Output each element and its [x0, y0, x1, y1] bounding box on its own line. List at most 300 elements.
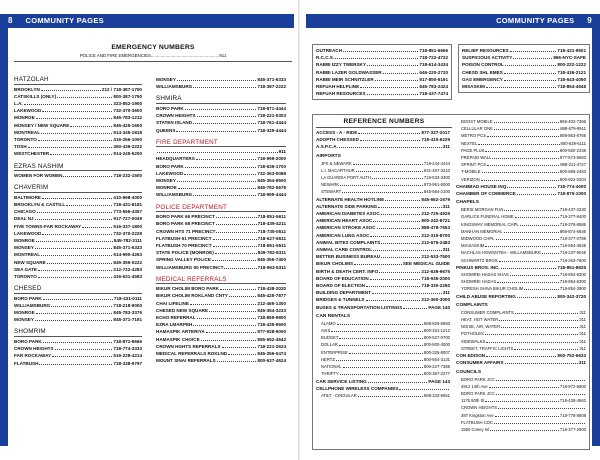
listing-phone: 800-922-0204 — [559, 176, 586, 182]
listing-row — [14, 244, 142, 251]
listing-label: MIDWOOD CHPL — [461, 236, 495, 242]
leader-dots — [70, 126, 112, 127]
listing-phone: 718-431-8181 — [113, 201, 142, 207]
listing-label: NEXTEL — [461, 140, 478, 146]
leader-dots — [340, 374, 423, 375]
listing-row — [462, 83, 586, 90]
listing-row — [14, 345, 142, 352]
listing-phone: 718-431-9501 — [557, 48, 586, 53]
listing-row — [316, 61, 448, 68]
listing-row — [316, 275, 450, 282]
listing-label: BROOKLYN — [14, 86, 40, 92]
listing-phone: 718-338-9797 — [113, 360, 142, 366]
sub-listing-row — [456, 404, 586, 411]
sub-listing-row — [316, 181, 450, 188]
sub-listing-row — [456, 271, 586, 278]
leader-dots — [504, 73, 557, 74]
leader-dots — [497, 282, 559, 283]
listing-row — [316, 129, 450, 136]
section-heading: SHOMRIM — [14, 328, 142, 337]
leader-dots — [490, 430, 559, 431]
listing-phone: 718-329-4444 — [257, 127, 286, 133]
listing-label: T-MOBILE — [461, 169, 481, 175]
leader-dots — [505, 363, 578, 364]
listing-label: 1175 50th St — [461, 398, 485, 404]
listing-label: SPRINT PCS — [461, 162, 487, 168]
listing-label: NEWARK — [321, 182, 340, 188]
leader-dots — [504, 210, 559, 211]
listing-phone: 866-874-6646 — [559, 228, 586, 234]
leader-dots — [42, 198, 112, 199]
listing-label: BERIS MORGAN FUN — [461, 207, 504, 213]
listing-phone: 311 — [579, 324, 586, 330]
listing-phone: 911 — [278, 149, 286, 155]
reference-box — [312, 114, 590, 450]
sub-listing-row — [456, 118, 586, 125]
sub-listing-row — [316, 341, 450, 348]
listing-label: CONSUMER AFFAIRS — [456, 360, 504, 366]
leader-dots — [507, 187, 556, 188]
listing-phone: 212-315-8700 — [421, 232, 450, 238]
listing-phone: 311 — [578, 360, 586, 366]
sub-listing-row — [456, 147, 586, 154]
listing-label: WILLIAMSBURG 90 PRECINCT — [156, 264, 224, 270]
listing-label: STATE POLICE (MONROE) — [156, 250, 214, 256]
listing-row — [316, 54, 448, 61]
leader-dots — [375, 80, 419, 81]
listing-row — [316, 239, 450, 246]
listing-label: A.S.P.C.A. — [316, 144, 338, 150]
listing-row — [14, 194, 142, 201]
listing-phone: 845-783-2424 — [419, 84, 448, 90]
listing-row — [14, 338, 142, 345]
listing-label: BORO PARK — [14, 295, 42, 301]
listing-label: HERTZ — [321, 356, 335, 362]
leader-dots — [213, 246, 257, 247]
listing-label: CROWN HEIGHTS — [156, 113, 196, 119]
listing-phone: 845-662-1679 — [421, 196, 450, 202]
listing-label: ANIMAL BITES COMPLAINTS — [316, 239, 381, 245]
sub-listing-row — [456, 285, 586, 292]
listing-label: AMERICAN LUNG ASOC — [316, 232, 370, 238]
listing-label: DOLLAR — [321, 342, 338, 348]
listing-phone: 718-854-3900 — [559, 286, 586, 292]
listing-phone: 718-851-5611 — [257, 214, 286, 220]
listing-row — [156, 314, 286, 321]
leader-dots — [510, 51, 557, 52]
reference-category-heading: COMPLAINTS — [456, 302, 488, 308]
listing-label: NOISE, AIR, WATER — [461, 324, 501, 330]
listing-label: BORO PARK — [14, 338, 42, 344]
listing-phone: 646-220-2720 — [419, 69, 448, 75]
leader-dots — [335, 58, 418, 59]
listing-phone: 718-221-2624 — [257, 343, 286, 349]
listing-label: RABBI MEIR SCHNITZLER — [316, 76, 374, 82]
listing-label: RABBI IZZY TWERSKY — [316, 62, 366, 68]
leader-dots — [43, 342, 113, 343]
listing-phone: 416-256-1000 — [113, 136, 142, 142]
listing-phone: 718-854-8300 — [559, 272, 586, 278]
listing-phone: 732-370-2229 — [113, 230, 142, 236]
listing-label: BUILDING DEPARTMENT — [316, 290, 372, 296]
listing-label: SUSPICIOUS ACTIVITY — [462, 55, 513, 61]
listing-label: BOOST MOBILE — [461, 119, 493, 124]
listing-label: GAS EMERGENCY — [462, 76, 503, 82]
sub-listing-row — [456, 168, 586, 175]
leader-dots — [339, 338, 422, 339]
leader-dots — [197, 116, 257, 117]
leader-dots — [340, 185, 423, 186]
leader-dots — [193, 325, 256, 326]
listing-row — [462, 61, 586, 68]
leader-dots — [212, 260, 256, 261]
listing-phone: SEE MEDICAL GUIDE — [402, 261, 450, 267]
listing-label: STEWART — [321, 189, 342, 195]
listing-row — [156, 300, 286, 307]
leader-dots — [339, 147, 442, 148]
listing-label: ENTERPRISE — [321, 349, 348, 355]
leader-dots — [209, 311, 256, 312]
listing-label: PREPAID WALL — [461, 155, 492, 161]
listing-phone: 845-425-7877 — [257, 293, 286, 299]
leader-dots — [485, 246, 559, 247]
listing-phone: 845-354-9500 — [257, 178, 286, 184]
listing-label: RABBI LAZER GOLDWASSER — [316, 69, 382, 75]
listing-label: BRIDGES & TUNNELS — [316, 297, 365, 303]
left-column-1 — [14, 76, 142, 367]
section-heading: MEDICAL REFERRALS — [156, 276, 286, 285]
listing-row — [156, 119, 286, 126]
leader-dots — [478, 144, 559, 145]
listing-label: WOMEN FOR WOMEN — [14, 173, 63, 179]
sub-listing-row — [316, 363, 450, 370]
right-page-side-bar — [592, 14, 600, 446]
listing-phone: 718-774-3333 — [113, 346, 142, 352]
listing-label: CON EDISON — [456, 353, 486, 359]
listing-label: CROWN HTS 71 PRECINCT — [156, 228, 216, 234]
listing-label: FAR ROCKAWAY — [14, 353, 52, 359]
listing-phone: 514-345-1818 — [113, 129, 142, 135]
listing-label: DEAL NJ — [14, 216, 34, 222]
listing-phone: 516-337-1800 — [113, 223, 142, 229]
listing-phone: 718-627-6611 — [257, 235, 286, 241]
listing-phone: 800-639-6111 — [560, 140, 586, 146]
sub-listing-row — [456, 249, 586, 256]
listing-label: BUDGET — [321, 335, 339, 341]
listing-row — [156, 191, 286, 198]
listing-row — [14, 172, 142, 179]
listing-label: R.C.C.S. — [316, 55, 335, 61]
listing-row — [14, 309, 142, 316]
listing-label: BALTIMORE — [14, 194, 41, 200]
leader-dots — [353, 164, 423, 165]
listing-row — [14, 150, 142, 157]
leader-dots — [373, 221, 420, 222]
leader-dots — [501, 268, 557, 269]
leader-dots — [52, 356, 112, 357]
leader-dots — [217, 361, 257, 362]
listing-label: BIKUR CHOLIM ROKLAND CNTY — [156, 293, 228, 299]
listing-phone: 917-850-6191 — [419, 76, 448, 82]
leader-dots — [360, 87, 418, 88]
leader-dots — [190, 304, 256, 305]
listing-label: RELIEF RESOURCES — [462, 48, 509, 53]
sub-listing-row — [456, 206, 586, 213]
title-rule — [14, 61, 292, 62]
listing-phone: 845-564-2100 — [423, 189, 450, 195]
leader-dots — [82, 227, 112, 228]
listing-row — [156, 357, 286, 364]
listing-row — [14, 201, 142, 208]
listing-phone: 732-363-0088 — [257, 170, 286, 176]
sub-listing-row — [456, 132, 586, 139]
listing-row — [316, 385, 450, 392]
section-heading: CHESED — [14, 285, 142, 294]
listing-label: BORO PARK JCC — [461, 376, 495, 382]
section-heading: SHMIRA — [156, 95, 286, 104]
leader-dots — [35, 248, 112, 249]
listing-row — [316, 90, 448, 97]
listing-label: FLATBUSH COC — [461, 419, 494, 425]
leader-dots — [196, 159, 257, 160]
listing-label: BOARD OF ELECTION — [316, 283, 365, 289]
leader-dots — [36, 241, 113, 242]
listing-label: AT&T - CINGULAR — [321, 392, 357, 398]
listing-label: LAKEWOOD — [14, 230, 42, 236]
listing-label: ADOPTH CHESSED — [316, 137, 359, 143]
leader-dots — [215, 253, 257, 254]
sub-listing-row — [456, 316, 586, 323]
listing-row — [156, 292, 286, 299]
sub-listing-row — [456, 242, 586, 249]
right-page-header-title: COMMUNITY PAGES — [496, 16, 575, 25]
listing-row — [14, 302, 142, 309]
leader-dots — [178, 188, 257, 189]
listing-row — [456, 352, 586, 359]
listing-phone: 845-356-7400 — [257, 257, 286, 263]
listing-phone: 845-782-5678 — [257, 185, 286, 191]
section-heading: EZRAS NASHIM — [14, 163, 142, 172]
section-heading: FIRE DEPARTMENT — [156, 139, 286, 148]
sub-listing-row — [456, 161, 586, 168]
listing-row — [156, 83, 286, 90]
leader-dots — [367, 65, 418, 66]
leader-dots — [486, 342, 578, 343]
listing-phone: 718-376-8585 — [559, 221, 586, 227]
listing-phone: 718-774-4000 — [557, 183, 586, 189]
listing-row — [316, 260, 450, 267]
listing-label: BORO PARK — [156, 163, 184, 169]
sub-listing-row — [456, 140, 586, 147]
listing-phone: 888-478-7653 — [421, 225, 450, 231]
sub-listing-row — [316, 167, 450, 174]
leader-dots — [42, 111, 112, 112]
listing-phone: 718-436-2121 — [557, 69, 586, 75]
listing-phone: 888-333-6651 — [423, 392, 450, 398]
listing-phone: 718-377-0789 — [559, 236, 586, 242]
listing-row — [316, 378, 450, 385]
listing-label: AMERICAN DIABETES ASOC — [316, 211, 380, 217]
leader-dots — [342, 192, 423, 193]
leader-dots — [216, 224, 257, 225]
sub-listing-row — [456, 125, 586, 132]
listing-row — [462, 69, 586, 76]
listing-label: HEAT, HOT WATER — [461, 317, 499, 323]
listing-label: BETTER BUSINESS BUREAU — [316, 254, 381, 260]
listing-label: BORO PARK 66 PRECINCT — [156, 214, 215, 220]
listing-phone: 311 — [442, 203, 450, 209]
listing-phone: 718-437-7474 — [419, 91, 448, 97]
listing-label: CHAMBER OF COMMERCE — [456, 191, 516, 197]
listing-row — [14, 86, 142, 93]
listing-label: TORONTO — [14, 136, 37, 142]
leader-dots — [513, 58, 552, 59]
listing-label: MONTREAL — [14, 252, 41, 258]
listing-phone: 311 — [442, 144, 450, 150]
leader-dots — [36, 313, 113, 314]
listing-phone: 631-467-3210 — [423, 167, 450, 173]
listing-label: MONSEY — [156, 178, 176, 184]
listing-label: 4912 14th Ave — [461, 383, 488, 389]
listing-row — [156, 249, 286, 256]
reference-category-heading: CHAPELS — [456, 200, 479, 206]
listing-label: MONSEY / NEW SQUARE — [14, 122, 70, 128]
listing-phone: 800-550-2436 — [559, 147, 586, 153]
leader-dots — [228, 354, 256, 355]
leader-dots — [63, 176, 112, 177]
listing-label: STATEN ISLAND — [156, 120, 193, 126]
reference-rule — [316, 127, 452, 128]
listing-phone: 718-387-2222 — [257, 84, 286, 90]
listing-label: 1550 Coney Isl — [461, 426, 489, 432]
listing-label: BIKUR CHOLIMS — [316, 261, 354, 267]
sub-listing-row — [456, 419, 586, 426]
leader-dots — [504, 232, 559, 233]
listing-label: CROWN HEIGHTS — [461, 405, 498, 411]
listing-phone: 800-527-0700 — [423, 335, 450, 341]
listing-row — [462, 47, 586, 54]
listing-label: OUTREACH — [316, 48, 343, 53]
listing-row — [456, 359, 586, 366]
leader-dots — [504, 80, 557, 81]
leader-dots — [38, 277, 113, 278]
listing-row — [156, 148, 286, 155]
listing-label: CHILD ABUSE REPORTING — [456, 293, 516, 299]
section-heading: HATZOLAH — [14, 76, 142, 85]
sub-listing-row — [316, 327, 450, 334]
right-page-number: 9 — [587, 16, 592, 25]
leader-dots — [35, 219, 113, 220]
sub-listing-row — [456, 309, 586, 316]
leader-dots — [36, 118, 113, 119]
sub-listing-row — [316, 174, 450, 181]
leader-dots — [496, 380, 585, 381]
listing-label: FLATBUSH — [14, 360, 39, 366]
listing-row — [156, 328, 286, 335]
leader-dots — [499, 320, 578, 321]
listing-label: VERIZON — [461, 176, 480, 182]
listing-row — [456, 183, 586, 190]
leader-dots — [37, 212, 113, 213]
left-page-header-title: COMMUNITY PAGES — [25, 16, 104, 25]
listing-row — [316, 69, 448, 76]
listing-label: SHOMREI HADAS SHAS — [461, 272, 509, 278]
listing-phone: 888-211-4727 — [560, 162, 586, 168]
listing-phone: 718-859-9800 — [257, 315, 286, 321]
listing-phone: 718-218-9000 — [113, 302, 142, 308]
leader-dots — [343, 51, 418, 52]
listing-row — [316, 246, 450, 253]
listing-row — [14, 251, 142, 258]
listing-phone: 718-377-8400 — [559, 214, 586, 220]
listing-label: SPRING VALLEY POLICE — [156, 257, 211, 263]
listing-row — [456, 293, 586, 300]
listing-label: CHAI LIFELINE — [156, 300, 189, 306]
listing-phone: 718-963-5311 — [257, 264, 286, 270]
leader-dots — [55, 349, 113, 350]
leader-dots — [377, 228, 421, 229]
listing-label: REFUAH RESOURCES — [316, 91, 366, 97]
sub-listing-row — [316, 188, 450, 195]
listing-phone: 410-998-4000 — [113, 194, 142, 200]
listing-row — [316, 83, 448, 90]
listing-phone: 718-437-2230 — [559, 207, 586, 213]
listing-label: BIKUR CHOLIM BORO PARK — [156, 286, 219, 292]
listing-phone: 718-875-1000 — [557, 191, 586, 197]
listing-label: ALTERNATE HEALTH HOTLINE — [316, 196, 385, 202]
listing-phone: 718-237-9048 — [559, 250, 586, 256]
listing-label: L.A. — [14, 100, 23, 106]
left-column-2 — [156, 76, 286, 365]
leader-dots — [372, 293, 442, 294]
leader-dots — [494, 122, 559, 123]
listing-phone: 845-356-0474 — [257, 351, 286, 357]
listing-row — [156, 264, 286, 271]
listing-label: WILLIAMSBURG — [156, 192, 193, 198]
sub-listing-row — [316, 356, 450, 363]
listing-row — [316, 217, 450, 224]
leader-dots — [39, 364, 112, 365]
listing-phone: 311 — [579, 338, 586, 344]
leader-dots — [57, 97, 112, 98]
listing-label: QUEENS — [156, 127, 176, 133]
listing-label: CHICAGO — [14, 209, 36, 215]
listing-phone: 845-371-6333 — [257, 77, 286, 82]
listing-label: TORONTO — [14, 273, 37, 279]
listing-row — [316, 268, 450, 275]
listing-label: MONROE — [156, 185, 177, 191]
leader-dots — [486, 356, 556, 357]
listing-phone: 311 — [579, 309, 586, 315]
leader-dots — [514, 349, 578, 350]
sub-listing-row — [456, 426, 586, 433]
listing-label: L.I. MACARTHUR — [321, 167, 355, 173]
listing-phone: 800-222-1222 — [557, 62, 586, 68]
listing-row — [156, 220, 286, 227]
listing-label: WILLIAMSBURG — [14, 302, 51, 308]
emergency-title: EMERGENCY NUMBERS — [111, 44, 195, 51]
listing-label: AMERICAN STROKE ASOC — [316, 225, 376, 231]
sub-listing-row — [456, 235, 586, 242]
leader-dots — [66, 205, 112, 206]
listing-label: FIVE TOWNS-FAR ROCKAWAY — [14, 223, 82, 229]
leader-dots — [379, 272, 420, 273]
sub-listing-row — [456, 383, 586, 390]
listing-row — [14, 360, 142, 367]
leader-dots — [185, 167, 257, 168]
leader-dots — [193, 195, 256, 196]
leader-dots — [517, 194, 557, 195]
